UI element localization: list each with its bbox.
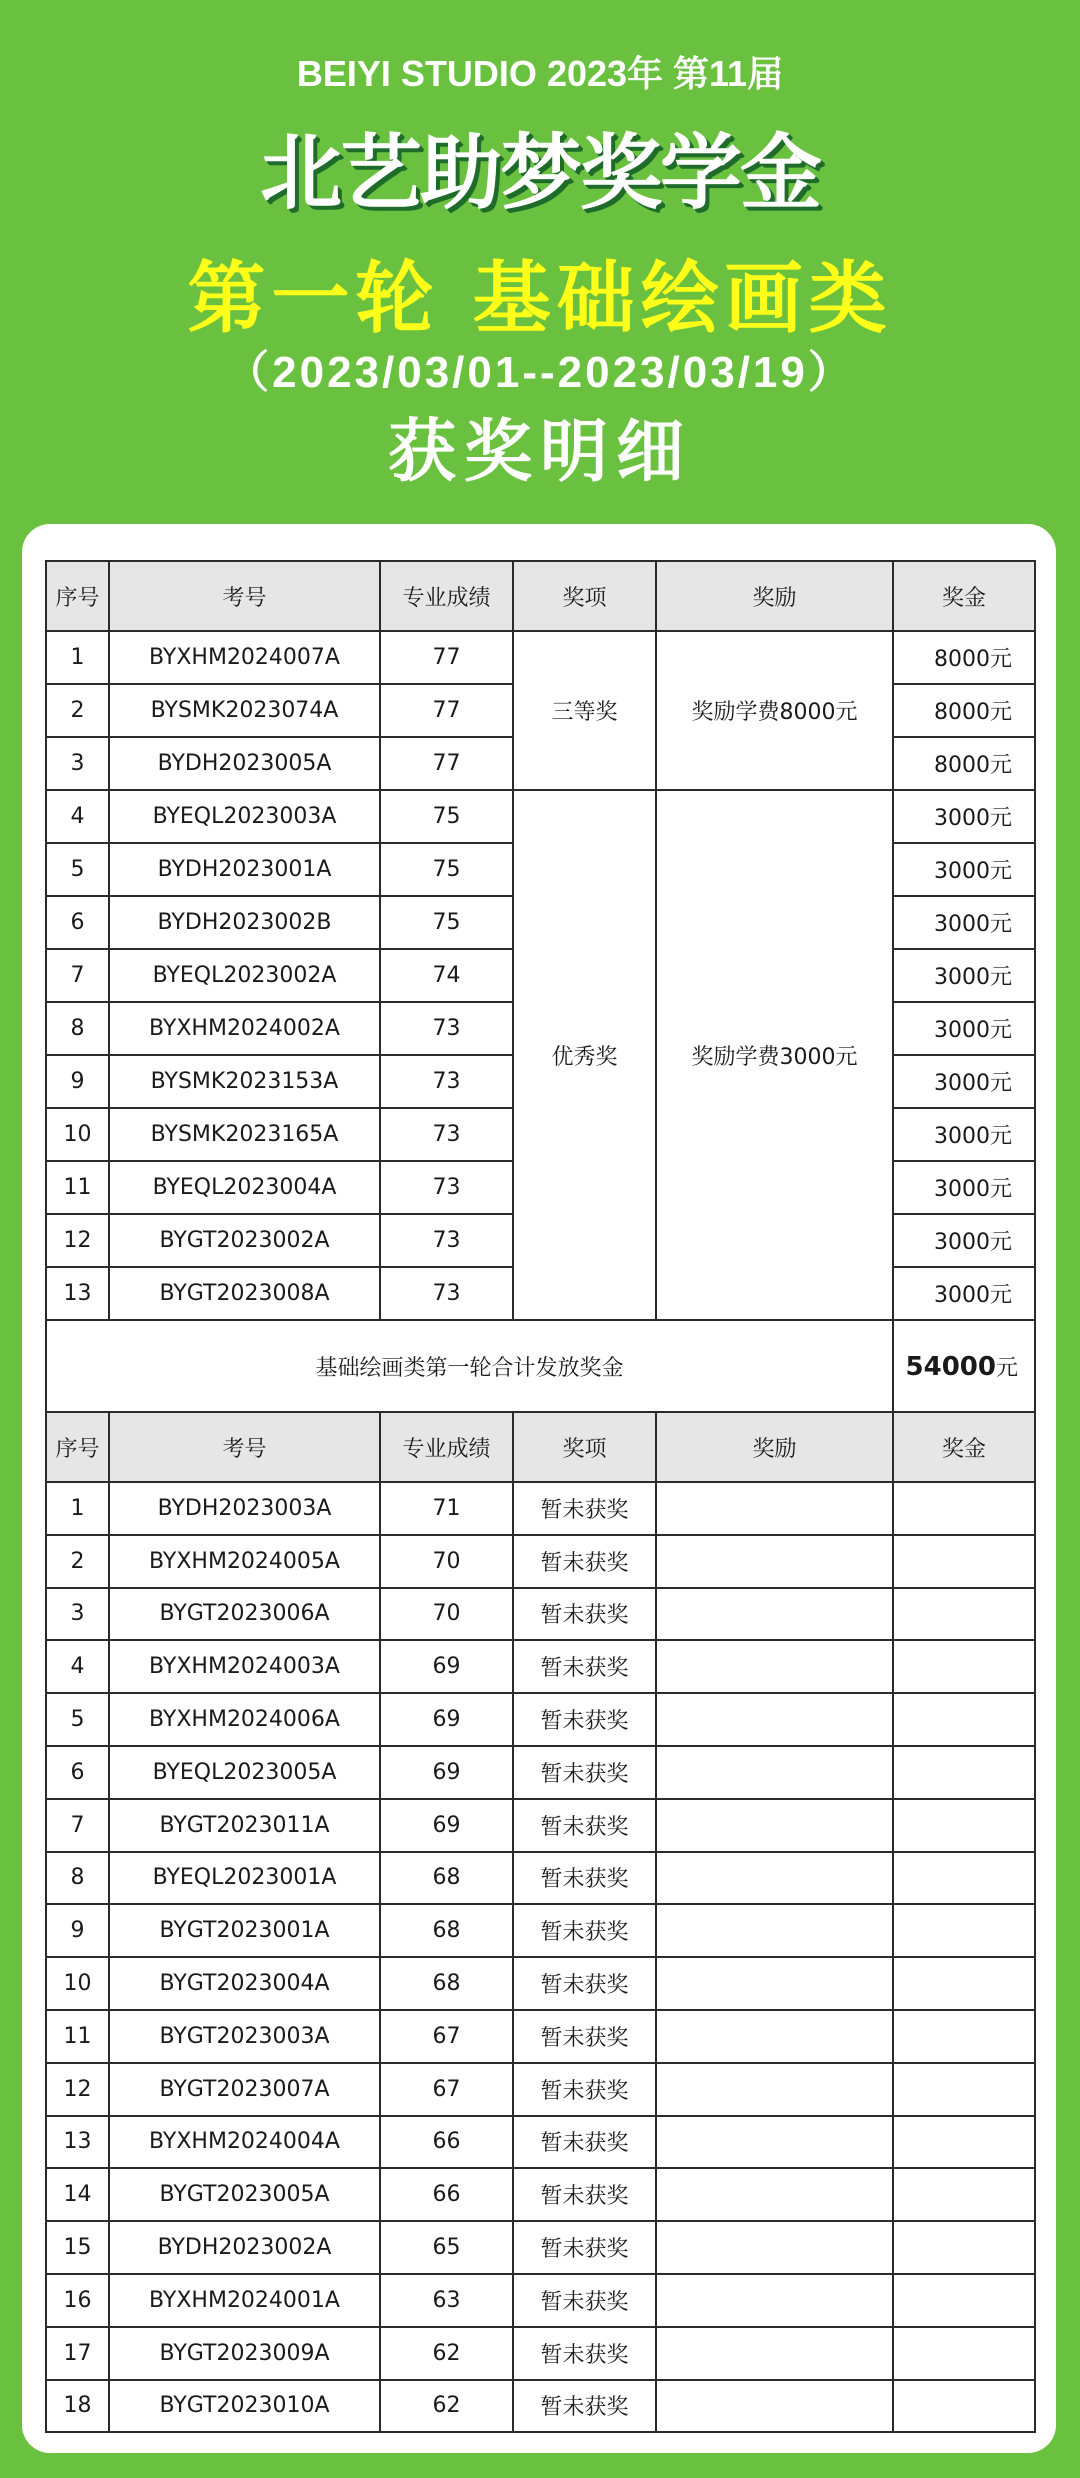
reward-desc xyxy=(656,1693,893,1746)
award-level: 暂未获奖 xyxy=(513,1535,656,1588)
score: 73 xyxy=(380,1108,513,1161)
table-row xyxy=(46,2221,1035,2274)
reward-desc xyxy=(656,2274,893,2327)
row-number: 14 xyxy=(46,2168,109,2221)
award-level: 暂未获奖 xyxy=(513,1957,656,2010)
prize-amount xyxy=(893,1746,1035,1799)
detail-title: 获奖明细 xyxy=(387,413,692,492)
exam-id: BYGT2023010A xyxy=(109,2380,380,2433)
exam-id: BYGT2023008A xyxy=(109,1267,380,1320)
reward-desc xyxy=(656,1588,893,1641)
exam-id: BYXHM2024007A xyxy=(109,631,380,684)
exam-id: BYEQL2023004A xyxy=(109,1161,380,1214)
row-number: 11 xyxy=(46,2010,109,2063)
exam-id: BYEQL2023005A xyxy=(109,1746,380,1799)
table-row xyxy=(46,1535,1035,1588)
score: 71 xyxy=(380,1482,513,1535)
row-number: 2 xyxy=(46,1535,109,1588)
exam-id: BYGT2023007A xyxy=(109,2063,380,2116)
col-header-no: 序号 xyxy=(46,561,109,631)
prize-amount: 3000元 xyxy=(893,1002,1035,1055)
total-label: 基础绘画类第一轮合计发放奖金 xyxy=(46,1320,893,1412)
total-amount xyxy=(893,1320,1035,1412)
award-level: 优秀奖 xyxy=(513,790,656,1320)
row-number: 4 xyxy=(46,1640,109,1693)
award-level: 暂未获奖 xyxy=(513,1588,656,1641)
prize-amount xyxy=(893,2274,1035,2327)
row-number: 3 xyxy=(46,1588,109,1641)
exam-id: BYXHM2024001A xyxy=(109,2274,380,2327)
reward-desc xyxy=(656,2116,893,2169)
score: 77 xyxy=(380,684,513,737)
prize-amount xyxy=(893,1693,1035,1746)
score: 77 xyxy=(380,737,513,790)
non-winners-table xyxy=(45,1411,1036,2433)
prize-amount xyxy=(893,1957,1035,2010)
award-level: 暂未获奖 xyxy=(513,2010,656,2063)
award-level: 暂未获奖 xyxy=(513,1693,656,1746)
row-number: 1 xyxy=(46,1482,109,1535)
total-amount-unit: 元 xyxy=(995,1355,1018,1381)
reward-desc: 奖励学费8000元 xyxy=(656,631,893,790)
exam-id: BYGT2023011A xyxy=(109,1799,380,1852)
score: 73 xyxy=(380,1214,513,1267)
row-number: 2 xyxy=(46,684,109,737)
col-header-no: 序号 xyxy=(46,1412,109,1482)
prize-amount xyxy=(893,1588,1035,1641)
exam-id: BYGT2023003A xyxy=(109,2010,380,2063)
prize-amount xyxy=(893,1535,1035,1588)
table-row xyxy=(46,2010,1035,2063)
award-level: 暂未获奖 xyxy=(513,2380,656,2433)
exam-id: BYXHM2024006A xyxy=(109,1693,380,1746)
reward-desc xyxy=(656,1640,893,1693)
table-row xyxy=(46,2168,1035,2221)
exam-id: BYEQL2023002A xyxy=(109,949,380,1002)
reward-desc xyxy=(656,1746,893,1799)
exam-id: BYGT2023005A xyxy=(109,2168,380,2221)
award-level: 暂未获奖 xyxy=(513,1482,656,1535)
score: 68 xyxy=(380,1957,513,2010)
award-level: 暂未获奖 xyxy=(513,2116,656,2169)
reward-desc xyxy=(656,1535,893,1588)
row-number: 9 xyxy=(46,1904,109,1957)
col-header-reward: 奖励 xyxy=(656,561,893,631)
row-number: 7 xyxy=(46,949,109,1002)
score: 68 xyxy=(380,1904,513,1957)
exam-id: BYXHM2024003A xyxy=(109,1640,380,1693)
score: 75 xyxy=(380,790,513,843)
total-row xyxy=(46,1320,1035,1412)
row-number: 5 xyxy=(46,843,109,896)
table-header-row xyxy=(46,561,1035,631)
exam-id: BYDH2023005A xyxy=(109,737,380,790)
date-range: （2023/03/01--2023/03/19） xyxy=(225,348,855,397)
prize-amount: 3000元 xyxy=(893,790,1035,843)
row-number: 7 xyxy=(46,1799,109,1852)
row-number: 15 xyxy=(46,2221,109,2274)
row-number: 4 xyxy=(46,790,109,843)
table-row xyxy=(46,1693,1035,1746)
prize-amount: 3000元 xyxy=(893,1267,1035,1320)
reward-desc xyxy=(656,2063,893,2116)
exam-id: BYSMK2023074A xyxy=(109,684,380,737)
row-number: 5 xyxy=(46,1693,109,1746)
table-row xyxy=(46,1957,1035,2010)
prize-amount xyxy=(893,1640,1035,1693)
award-level: 暂未获奖 xyxy=(513,2327,656,2380)
exam-id: BYGT2023006A xyxy=(109,1588,380,1641)
prize-amount: 3000元 xyxy=(893,949,1035,1002)
col-header-reward: 奖励 xyxy=(656,1412,893,1482)
reward-desc xyxy=(656,2221,893,2274)
prize-amount xyxy=(893,1799,1035,1852)
table-row xyxy=(46,2274,1035,2327)
col-header-prize: 奖金 xyxy=(893,561,1035,631)
row-number: 10 xyxy=(46,1108,109,1161)
table-row xyxy=(46,790,1035,843)
table-row xyxy=(46,1640,1035,1693)
col-header-score: 专业成绩 xyxy=(380,1412,513,1482)
score: 69 xyxy=(380,1693,513,1746)
prize-amount: 3000元 xyxy=(893,896,1035,949)
table-row xyxy=(46,2327,1035,2380)
reward-desc xyxy=(656,1852,893,1905)
prize-amount xyxy=(893,2063,1035,2116)
prize-amount: 8000元 xyxy=(893,631,1035,684)
prize-amount xyxy=(893,1904,1035,1957)
poster-header xyxy=(0,0,1080,524)
total-amount-value: 54000 xyxy=(905,1351,996,1382)
prize-amount xyxy=(893,2168,1035,2221)
row-number: 9 xyxy=(46,1055,109,1108)
exam-id: BYGT2023009A xyxy=(109,2327,380,2380)
award-level: 暂未获奖 xyxy=(513,1799,656,1852)
col-header-score: 专业成绩 xyxy=(380,561,513,631)
score: 69 xyxy=(380,1799,513,1852)
row-number: 13 xyxy=(46,1267,109,1320)
reward-desc: 奖励学费3000元 xyxy=(656,790,893,1320)
award-level: 暂未获奖 xyxy=(513,1852,656,1905)
prize-amount xyxy=(893,2010,1035,2063)
award-level: 暂未获奖 xyxy=(513,2168,656,2221)
award-level: 暂未获奖 xyxy=(513,1904,656,1957)
studio-line: BEIYI STUDIO 2023年 第11届 xyxy=(296,53,784,94)
score: 74 xyxy=(380,949,513,1002)
prize-amount xyxy=(893,1482,1035,1535)
exam-id: BYEQL2023003A xyxy=(109,790,380,843)
score: 65 xyxy=(380,2221,513,2274)
col-header-award: 奖项 xyxy=(513,1412,656,1482)
col-header-id: 考号 xyxy=(109,1412,380,1482)
prize-amount: 8000元 xyxy=(893,737,1035,790)
row-number: 17 xyxy=(46,2327,109,2380)
prize-amount: 3000元 xyxy=(893,1055,1035,1108)
row-number: 6 xyxy=(46,896,109,949)
col-header-id: 考号 xyxy=(109,561,380,631)
score: 77 xyxy=(380,631,513,684)
award-level: 暂未获奖 xyxy=(513,2274,656,2327)
exam-id: BYGT2023004A xyxy=(109,1957,380,2010)
score: 66 xyxy=(380,2168,513,2221)
table-row xyxy=(46,631,1035,684)
winners-table xyxy=(45,560,1036,1413)
score: 67 xyxy=(380,2010,513,2063)
row-number: 6 xyxy=(46,1746,109,1799)
exam-id: BYXHM2024004A xyxy=(109,2116,380,2169)
score: 63 xyxy=(380,2274,513,2327)
reward-desc xyxy=(656,1904,893,1957)
exam-id: BYXHM2024005A xyxy=(109,1535,380,1588)
exam-id: BYGT2023001A xyxy=(109,1904,380,1957)
row-number: 8 xyxy=(46,1852,109,1905)
row-number: 10 xyxy=(46,1957,109,2010)
prize-amount: 3000元 xyxy=(893,843,1035,896)
score: 70 xyxy=(380,1535,513,1588)
score: 69 xyxy=(380,1746,513,1799)
award-level: 三等奖 xyxy=(513,631,656,790)
row-number: 1 xyxy=(46,631,109,684)
exam-id: BYSMK2023153A xyxy=(109,1055,380,1108)
prize-amount: 3000元 xyxy=(893,1108,1035,1161)
col-header-award: 奖项 xyxy=(513,561,656,631)
score: 73 xyxy=(380,1055,513,1108)
table-row xyxy=(46,1852,1035,1905)
score: 68 xyxy=(380,1852,513,1905)
exam-id: BYDH2023002B xyxy=(109,896,380,949)
score: 75 xyxy=(380,843,513,896)
award-level: 暂未获奖 xyxy=(513,2063,656,2116)
score: 70 xyxy=(380,1588,513,1641)
table-row xyxy=(46,1588,1035,1641)
reward-desc xyxy=(656,1482,893,1535)
exam-id: BYDH2023001A xyxy=(109,843,380,896)
prize-amount: 3000元 xyxy=(893,1161,1035,1214)
reward-desc xyxy=(656,2380,893,2433)
prize-amount: 3000元 xyxy=(893,1214,1035,1267)
col-header-prize: 奖金 xyxy=(893,1412,1035,1482)
table-header-row xyxy=(46,1412,1035,1482)
score: 69 xyxy=(380,1640,513,1693)
award-level: 暂未获奖 xyxy=(513,1746,656,1799)
table-row xyxy=(46,1799,1035,1852)
row-number: 8 xyxy=(46,1002,109,1055)
row-number: 12 xyxy=(46,1214,109,1267)
table-row xyxy=(46,2063,1035,2116)
reward-desc xyxy=(656,1957,893,2010)
score: 62 xyxy=(380,2327,513,2380)
exam-id: BYGT2023002A xyxy=(109,1214,380,1267)
reward-desc xyxy=(656,2327,893,2380)
prize-amount xyxy=(893,2380,1035,2433)
table-row xyxy=(46,1746,1035,1799)
reward-desc xyxy=(656,2168,893,2221)
table-row xyxy=(46,2380,1035,2433)
score: 73 xyxy=(380,1161,513,1214)
prize-amount xyxy=(893,2116,1035,2169)
score: 67 xyxy=(380,2063,513,2116)
prize-amount xyxy=(893,1852,1035,1905)
table-row xyxy=(46,1904,1035,1957)
score: 66 xyxy=(380,2116,513,2169)
reward-desc xyxy=(656,1799,893,1852)
exam-id: BYDH2023002A xyxy=(109,2221,380,2274)
score: 73 xyxy=(380,1267,513,1320)
row-number: 12 xyxy=(46,2063,109,2116)
reward-desc xyxy=(656,2010,893,2063)
exam-id: BYEQL2023001A xyxy=(109,1852,380,1905)
award-level: 暂未获奖 xyxy=(513,1640,656,1693)
row-number: 13 xyxy=(46,2116,109,2169)
prize-amount xyxy=(893,2327,1035,2380)
award-level: 暂未获奖 xyxy=(513,2221,656,2274)
main-title: 北艺助梦奖学金 xyxy=(259,126,820,221)
score: 73 xyxy=(380,1002,513,1055)
round-title: 第一轮 基础绘画类 xyxy=(187,254,893,344)
exam-id: BYSMK2023165A xyxy=(109,1108,380,1161)
exam-id: BYDH2023003A xyxy=(109,1482,380,1535)
table-row xyxy=(46,2116,1035,2169)
row-number: 3 xyxy=(46,737,109,790)
prize-amount: 8000元 xyxy=(893,684,1035,737)
table-row xyxy=(46,1482,1035,1535)
row-number: 16 xyxy=(46,2274,109,2327)
score: 62 xyxy=(380,2380,513,2433)
prize-amount xyxy=(893,2221,1035,2274)
exam-id: BYXHM2024002A xyxy=(109,1002,380,1055)
score: 75 xyxy=(380,896,513,949)
row-number: 18 xyxy=(46,2380,109,2433)
row-number: 11 xyxy=(46,1161,109,1214)
